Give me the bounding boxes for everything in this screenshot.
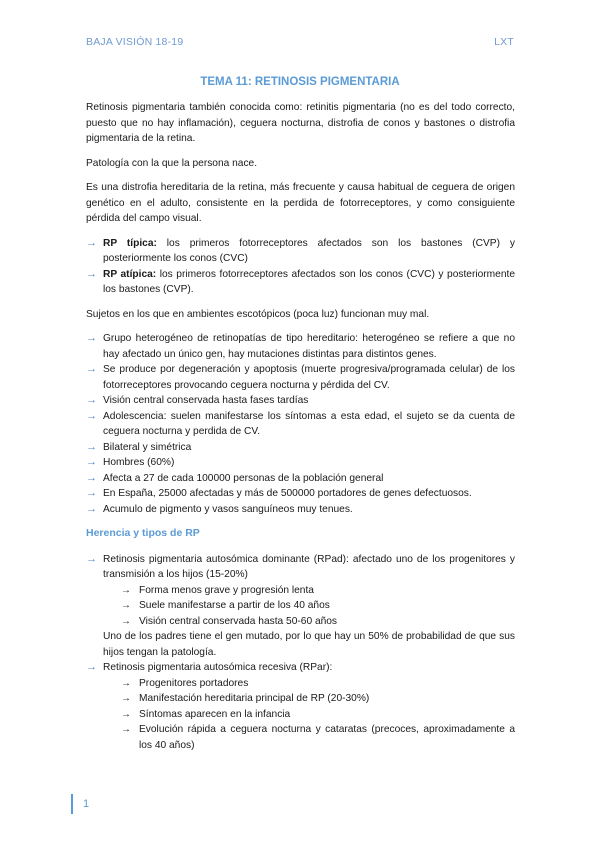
inheritance-list — [86, 552, 515, 754]
page-number: 1 — [71, 794, 89, 814]
arrow-icon: → — [121, 677, 131, 689]
list-item-text: Retinosis pigmentaria autosómica dominante (RPad): afectado uno de los progenitores y transmisión a los hijos (15-20%) — [103, 553, 515, 580]
list-item-text: Afecta a 27 de cada 100000 personas de la población general — [103, 472, 384, 484]
arrow-icon: → — [86, 440, 97, 453]
sublist-item-text: Síntomas aparecen en la infancia — [139, 708, 291, 720]
list-item-text: Se produce por degeneración y apoptosis (muerte progresiva/programada celular) de los fotorreceptores provocando ceguera nocturna y pérdida del CV. — [103, 364, 515, 391]
sublist-item — [121, 583, 515, 599]
rpad-note: Uno de los padres tiene el gen mutado, por lo que hay un 50% de probabilidad de que sus hijos tengan la patología. — [103, 631, 515, 658]
list-item-text: Adolescencia: suelen manifestarse los síntomas a esta edad, el sujeto se da cuenta de ceguera nocturna y perdida de CV. — [103, 410, 515, 437]
sublist-item-text: Visión central conservada hasta 50-60 años — [139, 615, 338, 627]
scotopic-paragraph: Sujetos en los que en ambientes escotópicos (poca luz) funcionan muy mal. — [86, 308, 430, 320]
list-item-text: Hombres (60%) — [103, 457, 175, 468]
rpar-sublist — [103, 676, 515, 754]
list-item-rpar — [86, 660, 515, 676]
arrow-icon: → — [121, 708, 131, 720]
arrow-icon: → — [121, 615, 131, 627]
rp-types-list — [86, 236, 515, 298]
header-author: LXT — [494, 36, 514, 48]
list-item-text: los primeros fotorreceptores afectados son los conos (CVC) y posteriormente los bastones (CVP). — [103, 268, 515, 295]
header-course: BAJA VISIÓN 18-19 — [86, 36, 184, 48]
list-item — [86, 393, 515, 409]
sublist-container — [86, 583, 515, 630]
list-item-text: Acumulo de pigmento y vasos sanguíneos muy tenues. — [103, 503, 353, 515]
sublist-item — [121, 598, 515, 614]
list-item — [86, 331, 515, 362]
list-item — [86, 236, 515, 267]
sublist-item — [121, 707, 515, 723]
arrow-icon: → — [86, 267, 97, 280]
list-item — [86, 502, 515, 518]
arrow-icon: → — [86, 236, 97, 249]
sublist-item — [121, 722, 515, 753]
list-item-text: los primeros fotorreceptores afectados son los bastones (CVP) y posteriormente los conos (CVC) — [103, 237, 515, 264]
sublist-item-text: Forma menos grave y progresión lenta — [139, 584, 314, 596]
list-item-text: Retinosis pigmentaria autosómica recesiva (RPar): — [103, 662, 333, 673]
arrow-icon: → — [86, 502, 97, 515]
document-body — [86, 100, 515, 762]
arrow-icon: → — [121, 693, 131, 704]
arrow-icon: → — [86, 456, 97, 468]
sublist-item-text: Suele manifestarse a partir de los 40 años — [139, 600, 330, 611]
arrow-icon: → — [86, 471, 97, 484]
arrow-icon: → — [86, 409, 97, 422]
arrow-icon: → — [86, 552, 97, 565]
list-item-text: Bilateral y simétrica — [103, 441, 192, 453]
sublist-item-text: Manifestación hereditaria principal de RP (20-30%) — [139, 693, 370, 704]
list-item — [86, 409, 515, 440]
sublist-item — [121, 676, 515, 692]
sublist-item — [121, 691, 515, 707]
section-heading-inheritance: Herencia y tipos de RP — [86, 527, 200, 539]
sublist-item — [121, 614, 515, 630]
list-item — [86, 471, 515, 487]
intro-paragraph: Retinosis pigmentaria también conocida como: retinitis pigmentaria (no es del todo correcto, puesto que no hay inflamación), ceguera nocturna, distrofia de conos y bastones o distrofia pigmentaria de la retina. — [86, 102, 515, 144]
arrow-icon: → — [86, 487, 97, 499]
sublist-item-text: Progenitores portadores — [139, 677, 249, 689]
list-item — [86, 455, 515, 471]
sublist-item-text: Evolución rápida a ceguera nocturna y cataratas (precoces, aproximadamente a los 40 años) — [139, 724, 515, 751]
arrow-icon: → — [121, 600, 131, 611]
arrow-icon: → — [86, 661, 97, 673]
list-item — [86, 267, 515, 298]
congenital-paragraph: Patología con la que la persona nace. — [86, 157, 258, 169]
list-item-bold: RP típica: — [103, 237, 157, 249]
list-item-text: Visión central conservada hasta fases tardías — [103, 395, 309, 406]
list-item — [86, 486, 515, 502]
list-item-text: En España, 25000 afectadas y más de 500000 portadores de genes defectuosos. — [103, 488, 472, 499]
arrow-icon: → — [121, 724, 131, 735]
page-header — [86, 36, 514, 48]
document-title: TEMA 11: RETINOSIS PIGMENTARIA — [200, 76, 400, 88]
list-item — [86, 440, 515, 456]
arrow-icon: → — [86, 332, 97, 344]
list-item-rpad — [86, 552, 515, 583]
arrow-icon: → — [121, 584, 131, 596]
definition-paragraph: Es una distrofia hereditaria de la retina, más frecuente y causa habitual de ceguera de origen genético en el adulto, consistente en la perdida de fotorreceptores, y como consiguiente pérdida del campo visual. — [86, 182, 515, 224]
list-item — [86, 362, 515, 393]
list-item-bold: RP atípica: — [103, 268, 157, 280]
features-list — [86, 331, 515, 517]
arrow-icon: → — [86, 394, 97, 406]
list-item-text: Grupo heterogéneo de retinopatías de tipo hereditario: heterogéneo se refiere a que no hay afectado un único gen, hay mutaciones distintas para distintos genes. — [103, 333, 515, 360]
sublist-container — [86, 676, 515, 754]
arrow-icon: → — [86, 363, 97, 375]
rpad-sublist — [103, 583, 515, 630]
